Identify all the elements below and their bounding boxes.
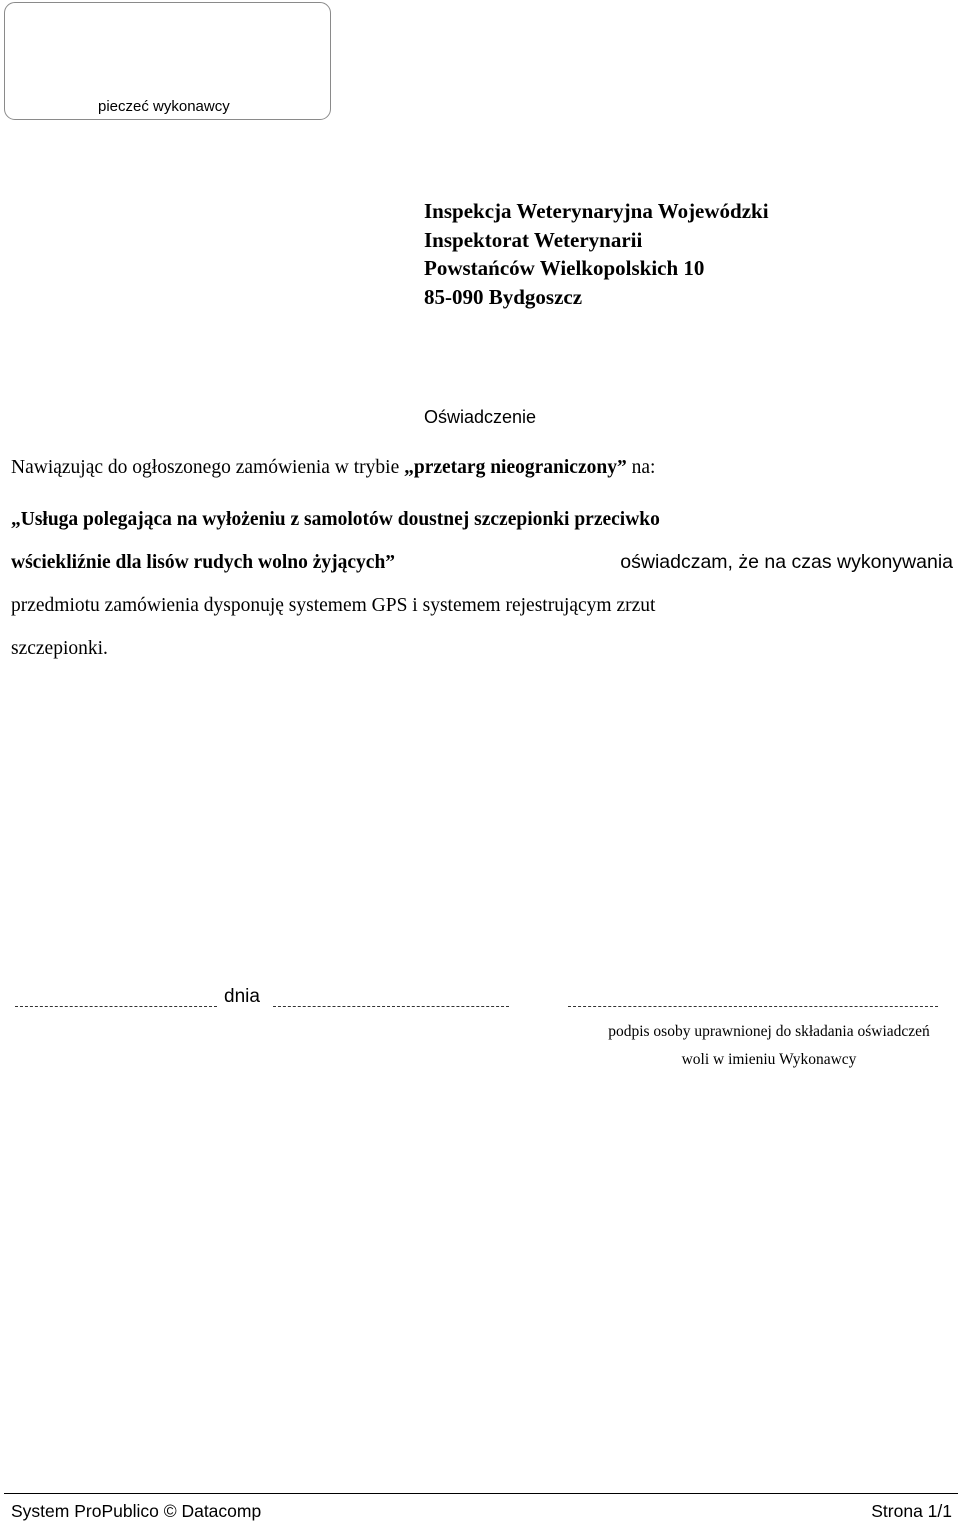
- footer-divider: [4, 1493, 958, 1494]
- date-label: dnia: [224, 986, 260, 1007]
- body-line: [11, 584, 953, 627]
- signature-caption-line2: woli w imieniu Wykonawcy: [681, 1051, 857, 1068]
- declaration-text: szczepionki.: [11, 638, 108, 659]
- body-line: [11, 498, 953, 541]
- footer-page-number: Strona 1/1: [871, 1501, 952, 1521]
- intro-prefix: Nawiązując do ogłoszonego zamówienia w trybie: [11, 457, 405, 478]
- procurement-mode: „przetarg nieograniczony”: [404, 457, 627, 478]
- footer-system-credit: System ProPublico © Datacomp: [11, 1501, 262, 1521]
- recipient-line: Inspekcja Weterynaryjna Wojewódzki: [424, 199, 769, 223]
- body-line: [11, 541, 953, 584]
- stamp-label: pieczeć wykonawcy: [98, 98, 230, 115]
- signature-dotted-line: [568, 1006, 938, 1007]
- signature-caption-line1: podpis osoby uprawnionej do składania oświadczeń: [608, 1023, 930, 1040]
- date-dotted-line: [273, 1006, 509, 1007]
- intro-suffix: na:: [626, 457, 656, 478]
- body-line: [11, 627, 953, 670]
- service-name-part1: „Usługa polegająca na wyłożeniu z samolotów doustnej szczepionki przeciwko: [11, 509, 660, 530]
- contractor-stamp-box: [4, 2, 331, 120]
- declaration-text: przedmiotu zamówienia dysponuję systemem GPS i systemem rejestrującym zrzut: [11, 595, 656, 616]
- service-name-part2: wściekliźnie dla lisów rudych wolno żyjących”: [11, 552, 396, 573]
- recipient-line: Inspektorat Weterynarii: [424, 227, 643, 252]
- recipient-address: [424, 197, 769, 311]
- intro-paragraph: [11, 454, 655, 482]
- document-title: Oświadczenie: [423, 407, 537, 427]
- declaration-body: [11, 498, 953, 670]
- recipient-line: 85-090 Bydgoszcz: [424, 284, 583, 309]
- place-dotted-line: [15, 1006, 217, 1007]
- recipient-line: Powstańców Wielkopolskich 10: [424, 256, 705, 280]
- declaration-text: oświadczam, że na czas wykonywania: [620, 551, 953, 573]
